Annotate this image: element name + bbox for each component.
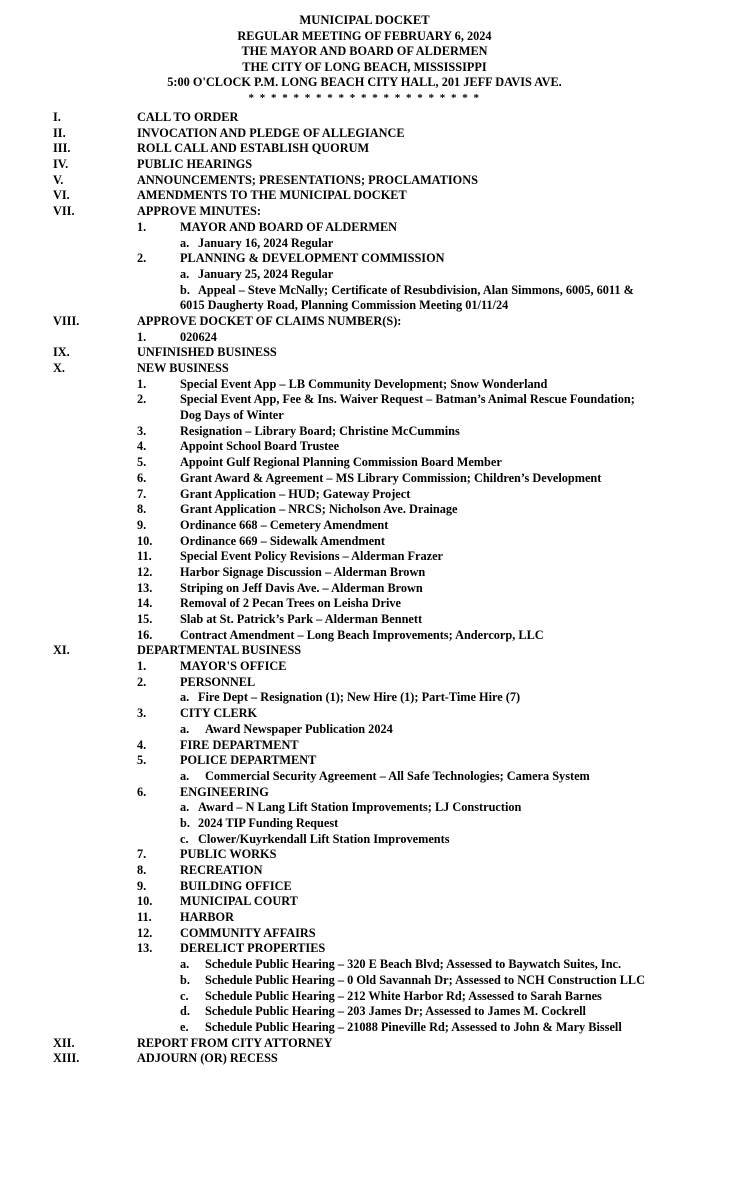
subitem-letter: c. [180,988,189,1003]
item-title: COMMUNITY AFFAIRS [180,925,316,940]
agenda-item [0,502,729,518]
item-number: 3. [137,706,147,721]
agenda-item [0,330,729,346]
subitem [180,816,338,832]
subitem-text: Schedule Public Hearing – 320 E Beach Blvd; Assessed to Baywatch Suites, Inc. [205,957,622,972]
agenda-section [0,314,729,330]
docket-header [0,13,729,107]
item-title: 020624 [180,329,217,344]
subitem-text: Appeal – Steve McNally; Certificate of Resubdivision, Alan Simmons, 6005, 6011 & [198,282,634,297]
item-title: MAYOR'S OFFICE [180,659,287,674]
agenda-item [0,675,729,691]
item-title: PERSONNEL [180,674,256,689]
section-title: NEW BUSINESS [137,361,229,375]
item-title: CITY CLERK [180,706,258,721]
agenda-item [0,596,729,612]
agenda-item [0,706,729,722]
item-number: 10. [137,894,153,909]
agenda-item [0,439,729,455]
subitem-text: Clower/Kuyrkendall Lift Station Improvements [198,831,450,846]
agenda-section [0,110,729,126]
subitem-text: Award – N Lang Lift Station Improvements; LJ Construction [198,800,522,815]
item-number: 1. [137,219,147,234]
subitem-text: Fire Dept – Resignation (1); New Hire (1); Part-Time Hire (7) [198,690,521,705]
item-number: 13. [137,941,153,956]
agenda-item [0,785,729,801]
section-number: VI. [53,188,70,203]
agenda-item [0,628,729,644]
subitem-text: Commercial Security Agreement – All Safe Technologies; Camera System [205,768,590,783]
agenda-item [0,424,729,440]
item-number: 11. [137,910,152,925]
agenda-subitem [0,722,729,738]
agenda-subitem [0,283,729,299]
subitem [180,1020,622,1036]
subitem [180,832,450,848]
subitem-text: January 16, 2024 Regular [198,235,334,250]
agenda-section [0,157,729,173]
agenda-subitem [0,800,729,816]
item-number: 12. [137,925,153,940]
item-title: Special Event App, Fee & Ins. Waiver Request – Batman’s Animal Rescue Foundation; [180,392,635,407]
agenda-item [0,455,729,471]
subitem [180,267,333,283]
item-number: 14. [137,596,153,611]
item-title: DERELICT PROPERTIES [180,941,326,956]
item-number: 5. [137,455,147,470]
item-number: 10. [137,533,153,548]
item-number: 9. [137,517,147,532]
section-title: CALL TO ORDER [137,110,239,124]
subitem-letter: b. [180,282,190,297]
agenda-item [0,863,729,879]
agenda-item [0,471,729,487]
item-number: 4. [137,737,147,752]
item-title: Slab at St. Patrick’s Park – Alderman Bennett [180,612,423,626]
item-number: 11. [137,549,152,564]
item-title-continued: 6015 Daugherty Road, Planning Commission Meeting 01/11/24 [180,298,509,313]
section-number: V. [53,172,64,187]
city-name: THE CITY OF LONG BEACH, MISSISSIPPI [242,59,487,74]
agenda-section [0,643,729,659]
item-number: 8. [137,863,147,877]
agenda-item [0,549,729,565]
section-title: ANNOUNCEMENTS; PRESENTATIONS; PROCLAMATIONS [137,172,478,187]
agenda-section [0,1051,729,1067]
item-title: MUNICIPAL COURT [180,894,298,909]
subitem [180,722,393,738]
agenda-subitem [0,769,729,785]
section-number: VIII. [53,313,80,328]
item-number: 8. [137,502,147,517]
item-number: 1. [137,329,147,344]
agenda-item-continuation [0,408,729,424]
agenda-subitem [0,690,729,706]
section-number: III. [53,141,71,156]
separator-stars: * * * * * * * * * * * * * * * * * * * * * [248,91,481,104]
section-number: XI. [53,643,70,658]
subitem-letter: a. [180,235,190,250]
item-number: 4. [137,439,147,454]
subitem-letter: a. [180,721,190,736]
agenda-subitem [0,957,729,973]
section-title: AMENDMENTS TO THE MUNICIPAL DOCKET [137,188,407,203]
agenda-item [0,879,729,895]
agenda-subitem [0,816,729,832]
subitem-letter: c. [180,831,189,846]
subitem-letter: b. [180,815,190,830]
section-number: X. [53,361,65,375]
agenda-subitem [0,989,729,1005]
agenda-subitem [0,832,729,848]
subitem [180,236,333,252]
agenda-subitem [0,1020,729,1036]
item-title: BUILDING OFFICE [180,878,292,893]
item-title: Harbor Signage Discussion – Alderman Brown [180,564,426,579]
agenda-item [0,565,729,581]
subitem [180,690,520,706]
subitem [180,957,621,973]
agenda-subitem [0,267,729,283]
agenda-subitem [0,973,729,989]
item-title: Removal of 2 Pecan Trees on Leisha Drive [180,596,401,611]
agenda-item [0,612,729,628]
section-title: ADJOURN (OR) RECESS [137,1051,278,1066]
item-title: Grant Application – NRCS; Nicholson Ave. Drainage [180,502,458,517]
meeting-time-location: 5:00 O'CLOCK P.M. LONG BEACH CITY HALL, 201 JEFF DAVIS AVE. [167,75,562,90]
item-number: 6. [137,784,147,799]
agenda-list [0,110,729,1067]
agenda-section [0,188,729,204]
agenda-item [0,581,729,597]
item-title: Special Event App – LB Community Development; Snow Wonderland [180,376,548,391]
agenda-section [0,204,729,220]
item-number: 6. [137,470,147,485]
agenda-item [0,518,729,534]
item-title: Contract Amendment – Long Beach Improvements; Andercorp, LLC [180,627,544,642]
subitem-letter: e. [180,1019,189,1034]
section-number: IX. [53,345,70,360]
item-title: Appoint Gulf Regional Planning Commission Board Member [180,455,502,470]
item-title-continued: Dog Days of Winter [180,408,284,423]
governing-body: THE MAYOR AND BOARD OF ALDERMEN [241,44,488,59]
subitem-text: January 25, 2024 Regular [198,266,334,281]
item-title: Resignation – Library Board; Christine McCummins [180,423,460,438]
subitem-letter: a. [180,266,190,281]
agenda-section [0,1036,729,1052]
subitem [180,769,590,785]
agenda-item [0,220,729,236]
item-number: 15. [137,612,153,626]
subitem-letter: a. [180,690,190,705]
agenda-subitem [0,1004,729,1020]
subitem-text: 2024 TIP Funding Request [198,815,339,830]
section-title: DEPARTMENTAL BUSINESS [137,643,302,658]
agenda-item-continuation [0,298,729,314]
item-number: 16. [137,627,153,642]
item-title: Grant Award & Agreement – MS Library Commission; Children’s Development [180,470,602,485]
section-title: PUBLIC HEARINGS [137,157,253,172]
item-number: 5. [137,753,147,768]
agenda-section [0,361,729,377]
item-title: Ordinance 668 – Cemetery Amendment [180,517,389,532]
item-number: 13. [137,580,153,595]
subitem [180,800,521,816]
subitem-text: Schedule Public Hearing – 212 White Harbor Rd; Assessed to Sarah Barnes [205,988,602,1003]
item-title: Ordinance 669 – Sidewalk Amendment [180,533,385,548]
section-number: XIII. [53,1051,80,1066]
item-title: HARBOR [180,910,234,925]
subitem-text: Award Newspaper Publication 2024 [205,721,393,736]
subitem-letter: d. [180,1004,190,1019]
subitem-text: Schedule Public Hearing – 203 James Dr; Assessed to James M. Cockrell [205,1004,586,1019]
item-title: Special Event Policy Revisions – Alderman Frazer [180,549,443,564]
section-number: IV. [53,157,69,172]
item-number: 2. [137,392,147,407]
agenda-subitem [0,236,729,252]
agenda-item [0,753,729,769]
item-number: 1. [137,376,147,391]
section-number: VII. [53,204,75,219]
item-title: Appoint School Board Trustee [180,439,340,454]
section-number: II. [53,125,66,140]
agenda-section [0,141,729,157]
item-title: PLANNING & DEVELOPMENT COMMISSION [180,251,445,266]
section-title: UNFINISHED BUSINESS [137,345,277,360]
item-number: 2. [137,251,147,266]
agenda-item [0,487,729,503]
subitem [180,283,634,299]
section-number: I. [53,110,61,124]
agenda-item [0,894,729,910]
section-title: APPROVE DOCKET OF CLAIMS NUMBER(S): [137,313,402,328]
agenda-item [0,659,729,675]
subitem-letter: b. [180,972,190,987]
item-number: 12. [137,564,153,579]
item-number: 3. [137,423,147,438]
item-title: FIRE DEPARTMENT [180,737,299,752]
item-title: Striping on Jeff Davis Ave. – Alderman Brown [180,580,423,595]
agenda-item [0,392,729,408]
item-number: 7. [137,486,147,501]
item-title: ENGINEERING [180,784,269,799]
item-title: Grant Application – HUD; Gateway Project [180,486,411,501]
agenda-item [0,534,729,550]
subitem [180,989,602,1005]
document-title: MUNICIPAL DOCKET [299,13,430,27]
agenda-item [0,251,729,267]
agenda-item [0,941,729,957]
section-number: XII. [53,1035,75,1050]
agenda-section [0,126,729,142]
section-title: ROLL CALL AND ESTABLISH QUORUM [137,141,370,156]
item-title: RECREATION [180,863,263,877]
section-title: APPROVE MINUTES: [137,204,261,219]
item-number: 9. [137,878,147,893]
subitem-text: Schedule Public Hearing – 21088 Pineville Rd; Assessed to John & Mary Bissell [205,1019,622,1034]
agenda-item [0,377,729,393]
agenda-item [0,926,729,942]
meeting-date: REGULAR MEETING OF FEBRUARY 6, 2024 [237,28,492,43]
item-title: POLICE DEPARTMENT [180,753,317,768]
section-title: REPORT FROM CITY ATTORNEY [137,1035,333,1050]
subitem-letter: a. [180,800,190,815]
section-title: INVOCATION AND PLEDGE OF ALLEGIANCE [137,125,405,140]
subitem [180,1004,586,1020]
item-title: MAYOR AND BOARD OF ALDERMEN [180,219,398,234]
agenda-section [0,345,729,361]
item-number: 2. [137,674,147,689]
item-number: 1. [137,659,147,674]
agenda-item [0,910,729,926]
subitem-letter: a. [180,957,190,972]
subitem [180,973,645,989]
agenda-section [0,173,729,189]
item-number: 7. [137,847,147,862]
agenda-item [0,738,729,754]
subitem-letter: a. [180,768,190,783]
item-title: PUBLIC WORKS [180,847,277,862]
agenda-item [0,847,729,863]
subitem-text: Schedule Public Hearing – 0 Old Savannah Dr; Assessed to NCH Construction LLC [205,972,646,987]
